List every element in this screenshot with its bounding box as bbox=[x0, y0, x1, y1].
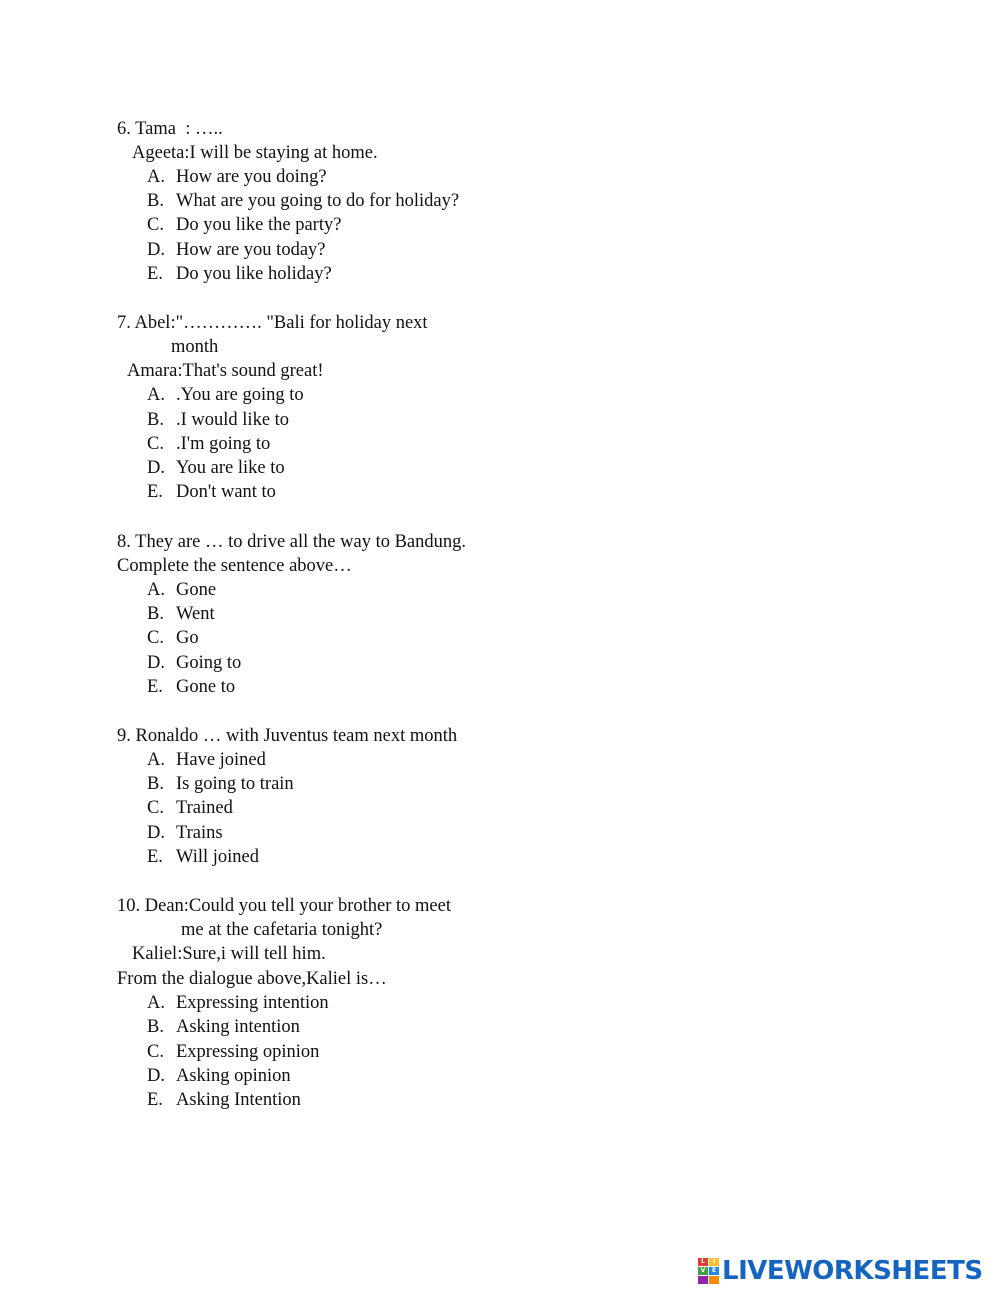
liveworksheets-logo bbox=[698, 1257, 983, 1285]
option-text: .I'm going to bbox=[176, 434, 271, 454]
option-letter: C. bbox=[147, 1042, 164, 1062]
option-text: Going to bbox=[176, 653, 242, 673]
option-letter: D. bbox=[147, 1066, 165, 1086]
option-letter: E. bbox=[147, 1090, 163, 1110]
option-text: What are you going to do for holiday? bbox=[176, 191, 460, 211]
logo-tile: V bbox=[698, 1267, 708, 1275]
option-letter: A. bbox=[147, 385, 165, 405]
option-text: Gone bbox=[176, 580, 217, 600]
option-letter: B. bbox=[147, 191, 164, 211]
logo-tile: E bbox=[709, 1267, 719, 1275]
option-text: Go bbox=[176, 628, 199, 648]
question-10-line-3: Kaliel:Sure,i will tell him. bbox=[132, 944, 326, 964]
question-7-line-1: 7. Abel:"…………. "Bali for holiday next bbox=[117, 313, 428, 333]
question-8-line-1: 8. They are … to drive all the way to Bandung. bbox=[117, 532, 467, 552]
option-letter: D. bbox=[147, 653, 165, 673]
option-text: Expressing opinion bbox=[176, 1042, 320, 1062]
option-text: Do you like holiday? bbox=[176, 264, 332, 284]
option-letter: C. bbox=[147, 215, 164, 235]
option-text: Is going to train bbox=[176, 774, 294, 794]
logo-tile bbox=[698, 1276, 708, 1284]
logo-tile: L bbox=[698, 1258, 708, 1266]
option-letter: A. bbox=[147, 750, 165, 770]
option-text: Will joined bbox=[176, 847, 260, 867]
question-9-line-1: 9. Ronaldo … with Juventus team next month bbox=[117, 726, 458, 746]
logo-text: LIVEWORKSHEETS bbox=[722, 1256, 983, 1286]
option-text: .You are going to bbox=[176, 385, 304, 405]
question-7-line-2: month bbox=[171, 337, 219, 357]
option-text: Do you like the party? bbox=[176, 215, 342, 235]
option-text: Trains bbox=[176, 823, 223, 843]
option-text: Asking opinion bbox=[176, 1066, 291, 1086]
question-7-line-3: Amara:That's sound great! bbox=[127, 361, 324, 381]
question-6-line-1: 6. Tama : ….. bbox=[117, 119, 223, 139]
option-letter: B. bbox=[147, 774, 164, 794]
option-letter: C. bbox=[147, 798, 164, 818]
option-letter: B. bbox=[147, 1017, 164, 1037]
option-letter: E. bbox=[147, 847, 163, 867]
option-text: Trained bbox=[176, 798, 233, 818]
option-text: Expressing intention bbox=[176, 993, 329, 1013]
option-letter: B. bbox=[147, 410, 164, 430]
logo-tile bbox=[709, 1276, 719, 1284]
option-text: Don't want to bbox=[176, 482, 276, 502]
option-letter: D. bbox=[147, 240, 165, 260]
option-letter: D. bbox=[147, 823, 165, 843]
option-letter: E. bbox=[147, 677, 163, 697]
option-text: .I would like to bbox=[176, 410, 290, 430]
option-text: Have joined bbox=[176, 750, 266, 770]
option-letter: A. bbox=[147, 167, 165, 187]
option-text: How are you doing? bbox=[176, 167, 327, 187]
option-letter: A. bbox=[147, 580, 165, 600]
logo-tile: I bbox=[709, 1258, 719, 1266]
option-letter: E. bbox=[147, 482, 163, 502]
option-letter: E. bbox=[147, 264, 163, 284]
logo-tiles-icon bbox=[698, 1258, 719, 1284]
question-10-line-1: 10. Dean:Could you tell your brother to meet bbox=[117, 896, 451, 916]
question-10-line-2: me at the cafetaria tonight? bbox=[181, 920, 383, 940]
option-letter: C. bbox=[147, 628, 164, 648]
option-letter: B. bbox=[147, 604, 164, 624]
option-text: Went bbox=[176, 604, 215, 624]
option-text: How are you today? bbox=[176, 240, 326, 260]
option-letter: D. bbox=[147, 458, 165, 478]
option-text: You are like to bbox=[176, 458, 285, 478]
option-text: Asking intention bbox=[176, 1017, 300, 1037]
option-text: Gone to bbox=[176, 677, 236, 697]
option-text: Asking Intention bbox=[176, 1090, 301, 1110]
option-letter: A. bbox=[147, 993, 165, 1013]
question-8-line-2: Complete the sentence above… bbox=[117, 556, 352, 576]
option-letter: C. bbox=[147, 434, 164, 454]
question-6-line-2: Ageeta:I will be staying at home. bbox=[132, 143, 378, 163]
question-10-line-4: From the dialogue above,Kaliel is… bbox=[117, 969, 387, 989]
